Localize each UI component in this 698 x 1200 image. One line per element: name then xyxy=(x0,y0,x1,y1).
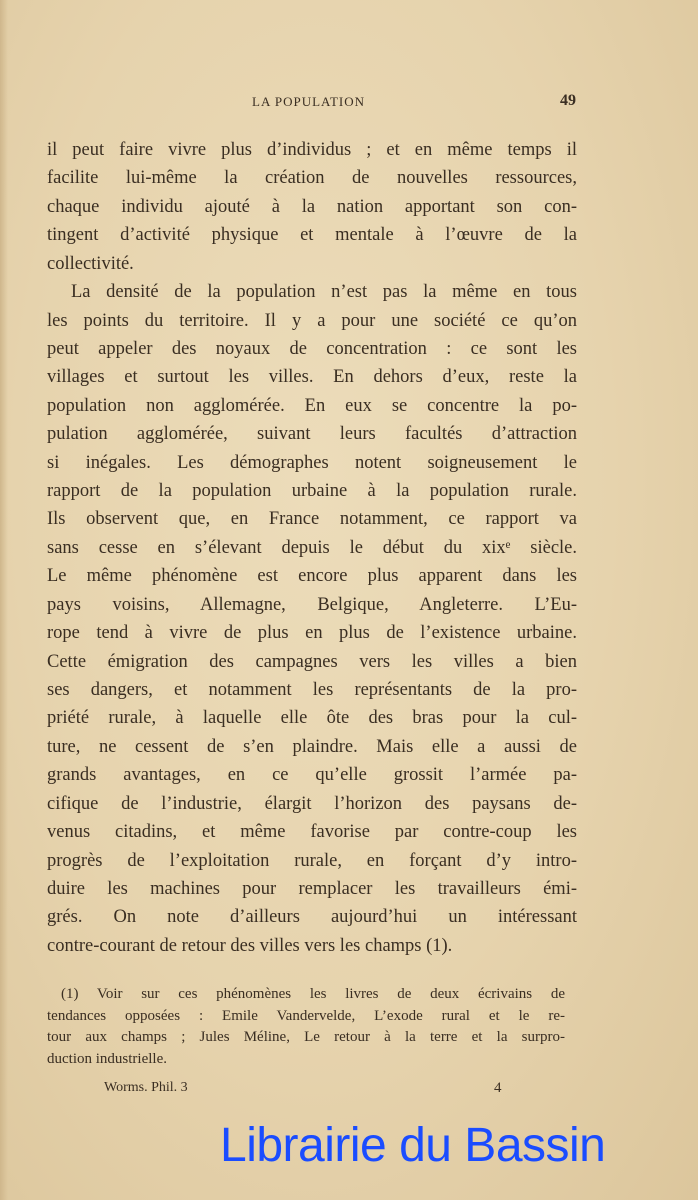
text-line: rapport de la population urbaine à la population rurale. xyxy=(47,481,577,502)
text-line: pays voisins, Allemagne, Belgique, Angleterre. L’Eu- xyxy=(47,594,577,615)
footnote-line: tour aux champs ; Jules Méline, Le retour à la terre et la surpro- xyxy=(47,1029,565,1046)
text-line: cifique de l’industrie, élargit l’horizon des paysans de- xyxy=(47,793,577,814)
body-text xyxy=(47,136,577,960)
text-line: grés. On note d’ailleurs aujourd’hui un intéressant xyxy=(47,907,577,928)
text-line: il peut faire vivre plus d’individus ; et en même temps il xyxy=(47,140,577,160)
text-line: collectivité. xyxy=(47,253,134,274)
text-line: contre-courant de retour des villes vers les champs (1). xyxy=(47,935,453,956)
page-number: 49 xyxy=(560,92,576,109)
text-line: chaque individu ajouté à la nation apportant son con- xyxy=(47,196,577,217)
text-line: population non agglomérée. En eux se concentre la po- xyxy=(47,395,577,416)
text-line: Le même phénomène est encore plus apparent dans les xyxy=(47,566,577,587)
text-line: ture, ne cessent de s’en plaindre. Mais elle a aussi de xyxy=(47,736,577,757)
text-line: sans cesse en s’élevant depuis le début du xixᵉ siècle. xyxy=(47,537,577,558)
text-line: ses dangers, et notamment les représentants de la pro- xyxy=(47,680,577,701)
footnote xyxy=(47,984,565,1071)
text-line: grands avantages, en ce qu’elle grossit l’armée pa- xyxy=(47,765,577,786)
footnote-line: tendances opposées : Emile Vandervelde, L’exode rural et le re- xyxy=(47,1007,565,1024)
printer-signature: Worms. Phil. 3 xyxy=(104,1080,188,1095)
text-line: peut appeler des noyaux de concentration : ce sont les xyxy=(47,338,577,359)
text-line: duire les machines pour remplacer les travailleurs émi- xyxy=(47,878,577,899)
text-line: venus citadins, et même favorise par contre-coup les xyxy=(47,822,577,843)
text-line: priété rurale, à laquelle elle ôte des bras pour la cul- xyxy=(47,708,577,729)
watermark: Librairie du Bassin xyxy=(220,1119,606,1172)
text-line: Ils observent que, en France notamment, ce rapport va xyxy=(47,509,577,530)
running-title: LA POPULATION xyxy=(252,94,366,109)
page-edge xyxy=(0,0,8,1200)
signature-number: 4 xyxy=(494,1080,502,1096)
text-line: si inégales. Les démographes notent soigneusement le xyxy=(47,452,577,473)
text-line: pulation agglomérée, suivant leurs facultés d’attraction xyxy=(47,424,577,445)
text-line: villages et surtout les villes. En dehors d’eux, reste la xyxy=(47,367,577,388)
text-line: Cette émigration des campagnes vers les villes a bien xyxy=(47,651,577,672)
text-line: tingent d’activité physique et mentale à l’œuvre de la xyxy=(47,225,577,246)
text-line: facilite lui-même la création de nouvelles ressources, xyxy=(47,168,577,189)
text-line: La densité de la population n’est pas la même en tous xyxy=(71,282,577,303)
page-header xyxy=(0,92,698,114)
text-line: rope tend à vivre de plus en plus de l’existence urbaine. xyxy=(47,623,577,644)
text-line: les points du territoire. Il y a pour une société ce qu’on xyxy=(47,310,577,331)
footnote-line: duction industrielle. xyxy=(47,1051,167,1068)
text-line: progrès de l’exploitation rurale, en forçant d’y intro- xyxy=(47,850,577,871)
footnote-line: (1) Voir sur ces phénomènes les livres de deux écrivains de xyxy=(61,986,565,1002)
